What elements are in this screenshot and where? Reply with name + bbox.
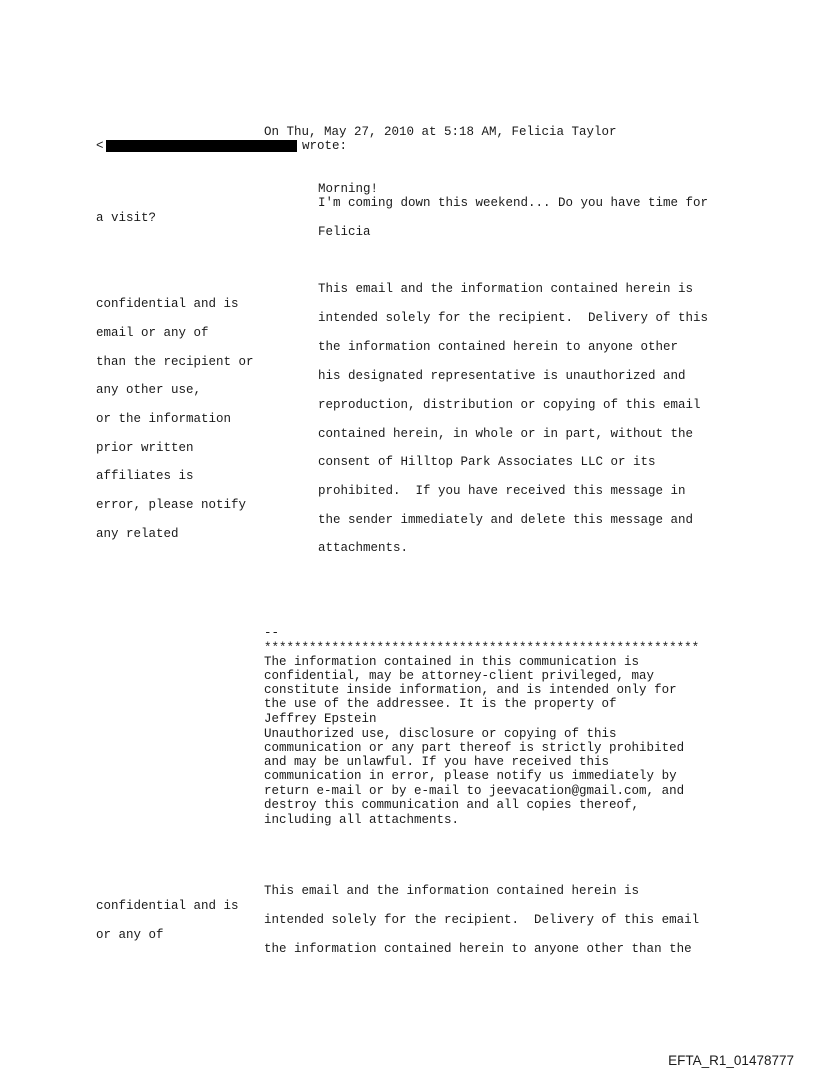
disclaimer-wrap-fragment: affiliates is: [96, 469, 194, 483]
disclaimer-line: This email and the information contained herein is: [318, 282, 694, 296]
signature-line: the use of the addressee. It is the property of: [264, 697, 617, 711]
reply-header-line: On Thu, May 27, 2010 at 5:18 AM, Felicia Taylor: [264, 125, 617, 139]
disclaimer-line: intended solely for the recipient. Delivery of this: [318, 311, 709, 325]
disclaimer2-wrap-fragment: or any of: [96, 928, 164, 942]
disclaimer-line: the sender immediately and delete this message and: [318, 513, 694, 527]
signature-line: and may be unlawful. If you have received this: [264, 755, 610, 769]
signature-line: Unauthorized use, disclosure or copying of this: [264, 727, 617, 741]
disclaimer-line: prohibited. If you have received this message in: [318, 484, 686, 498]
signature-star-rule: **********************************************************: [264, 641, 700, 655]
disclaimer2-line: This email and the information contained herein is: [264, 884, 640, 898]
signature-line: Jeffrey Epstein: [264, 712, 377, 726]
reply-header-open-bracket: <: [96, 139, 104, 153]
message-body-wrap: a visit?: [96, 211, 157, 225]
disclaimer-wrap-fragment: email or any of: [96, 326, 209, 340]
disclaimer-wrap-fragment: prior written: [96, 441, 194, 455]
signature-line: return e-mail or by e-mail to jeevacation@gmail.com, and: [264, 784, 685, 798]
message-body: I'm coming down this weekend... Do you have time for: [318, 196, 709, 210]
disclaimer2-wrap-fragment: confidential and is: [96, 899, 239, 913]
disclaimer-line: attachments.: [318, 541, 409, 555]
disclaimer-line: contained herein, in whole or in part, without the: [318, 427, 694, 441]
disclaimer-wrap-fragment: or the information: [96, 412, 232, 426]
reply-header-wrote: wrote:: [302, 139, 348, 153]
disclaimer-wrap-fragment: any other use,: [96, 383, 202, 397]
signature-line: confidential, may be attorney-client privileged, may: [264, 669, 655, 683]
redacted-email-address: [106, 140, 297, 152]
signature-line: destroy this communication and all copies thereof,: [264, 798, 640, 812]
signature-line: constitute inside information, and is intended only for: [264, 683, 677, 697]
disclaimer-wrap-fragment: confidential and is: [96, 297, 239, 311]
signature-line: including all attachments.: [264, 813, 460, 827]
message-greeting: Morning!: [318, 182, 379, 196]
disclaimer2-line: intended solely for the recipient. Delivery of this email: [264, 913, 700, 927]
disclaimer-line: consent of Hilltop Park Associates LLC or its: [318, 455, 656, 469]
disclaimer-line: reproduction, distribution or copying of this email: [318, 398, 701, 412]
disclaimer-wrap-fragment: than the recipient or: [96, 355, 254, 369]
disclaimer-wrap-fragment: any related: [96, 527, 179, 541]
disclaimer-line: his designated representative is unauthorized and: [318, 369, 686, 383]
disclaimer-wrap-fragment: error, please notify: [96, 498, 247, 512]
signature-separator: --: [264, 626, 280, 640]
message-signature: Felicia: [318, 225, 371, 239]
signature-line: The information contained in this communication is: [264, 655, 640, 669]
disclaimer-line: the information contained herein to anyone other: [318, 340, 679, 354]
disclaimer2-line: the information contained herein to anyone other than the: [264, 942, 692, 956]
document-id-footer: EFTA_R1_01478777: [668, 1053, 794, 1068]
signature-line: communication or any part thereof is strictly prohibited: [264, 741, 685, 755]
signature-line: communication in error, please notify us immediately by: [264, 769, 677, 783]
